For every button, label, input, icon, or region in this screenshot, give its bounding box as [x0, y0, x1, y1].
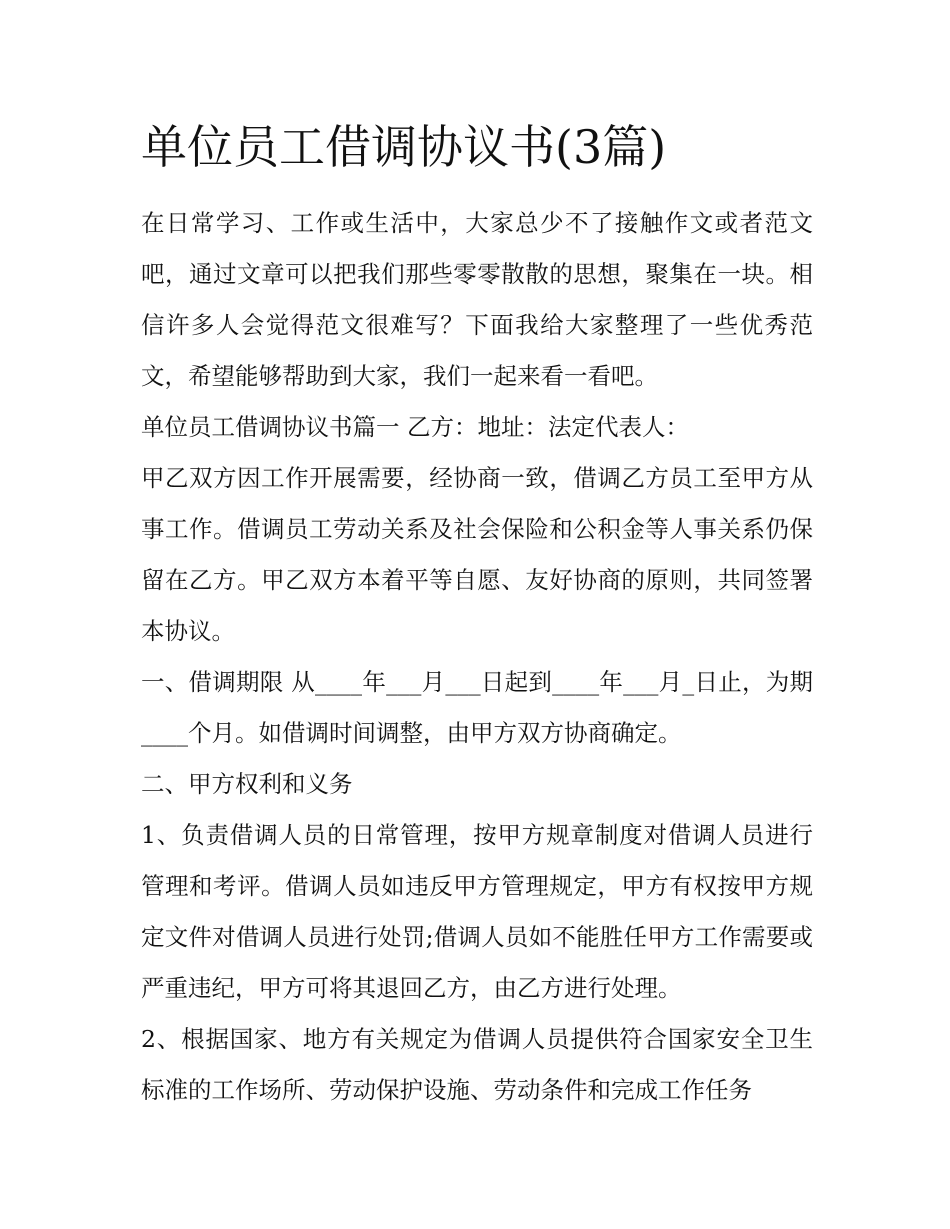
paragraph-clause-1: 1、负责借调人员的日常管理，按甲方规章制度对借调人员进行管理和考评。借调人员如违反甲方管理规定，甲方有权按甲方规定文件对借调人员进行处罚;借调人员如不能胜任甲方工作需要或严重违纪，甲方可将其退回乙方，由乙方进行处理。 — [141, 821, 813, 1002]
paragraph-term: 一、借调期限 从____年___月___日起到____年___月_日止，为期____个月。如借调时间调整，由甲方双方协商确定。 — [141, 668, 813, 747]
paragraph-intro: 在日常学习、工作或生活中，大家总少不了接触作文或者范文吧，通过文章可以把我们那些零零散散的思想，聚集在一块。相信许多人会觉得范文很难写？下面我给大家整理了一些优秀范文，希望能够帮助到大家，我们一起来看一看吧。 — [141, 209, 813, 390]
paragraph-clause-2: 2、根据国家、地方有关规定为借调人员提供符合国家安全卫生标准的工作场所、劳动保护设施、劳动条件和完成工作任务 — [141, 1025, 813, 1104]
document-title: 单位员工借调协议书(3篇) — [141, 120, 667, 174]
document-body — [141, 112, 813, 1116]
paragraph-section-heading: 单位员工借调协议书篇一 乙方：地址：法定代表人： — [141, 413, 689, 441]
paragraph-party-a-heading: 二、甲方权利和义务 — [141, 770, 353, 798]
paragraph-agreement-purpose: 甲乙双方因工作开展需要，经协商一致，借调乙方员工至甲方从事工作。借调员工劳动关系及社会保险和公积金等人事关系仍保留在乙方。甲乙双方本着平等自愿、友好协商的原则，共同签署本协议。 — [141, 464, 813, 645]
